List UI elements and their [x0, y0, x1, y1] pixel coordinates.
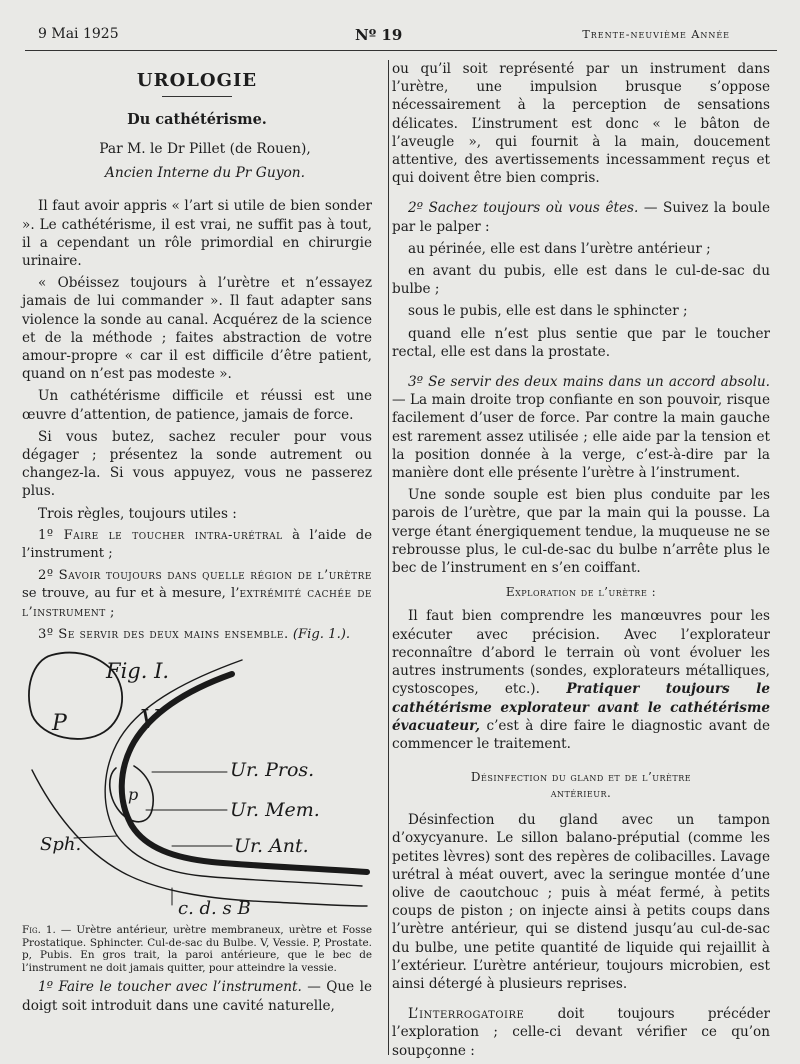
rule-1-title: 1º Faire le toucher intra-urétral — [38, 527, 283, 543]
fig-label-v: V — [140, 705, 159, 736]
rule-1-text: à l’aide de l’instrument ; — [22, 527, 372, 562]
paragraph: Un cathétérisme difficile et réussi est une œuvre d’attention, de patience, jamais de force. — [22, 388, 372, 423]
subheading-exploration: Exploration de l’urètre : — [505, 585, 657, 600]
paragraph — [392, 373, 770, 482]
paragraph-lead: 1º Faire le toucher avec l’instrument. — [38, 979, 302, 996]
rule-2-title: 2º Savoir toujours dans quelle région de l’urètre — [38, 568, 372, 584]
paragraph: Il faut avoir appris « l’art si utile de bien sonder ». Le cathétérisme, il est vrai, ne suffit pas à tout, il a cependant un rôle primordial en chirurgie urinaire. — [22, 198, 372, 270]
paragraph-text: — La main droite trop confiante en son pouvoir, risque facilement d’user de force. Par contre la main gauche est rarement assez utilisée ; elle aide par la tension et la position donnée à la verge, c’est-à-dire par la manière dont elle présente l’urètre à l’instrument. — [392, 392, 770, 482]
paragraph-text: — Que le doigt soit introduit dans une cavité naturelle, — [22, 979, 372, 1014]
urethra-diagram — [22, 650, 372, 920]
paragraph-lead: 3º Se servir des deux mains dans un accord absolu. — [408, 374, 770, 391]
column-divider — [388, 60, 389, 1055]
paragraph-text: Il faut bien comprendre les manœuvres pour les exécuter avec précision. Avec l’explorateur reconnaître d’abord le terrain où vont évoluer les autres instruments (sondes, explorateurs métalliques, cystoscopes, etc.). — [392, 608, 770, 698]
rule-3-figref: (Fig. 1.). — [288, 626, 351, 642]
right-column — [392, 60, 770, 1064]
list-item: sous le pubis, elle est dans le sphincter ; — [408, 303, 688, 320]
page-header — [0, 0, 800, 50]
header-rule — [25, 50, 777, 51]
paragraph — [392, 199, 770, 235]
paragraph — [392, 1005, 770, 1060]
article-byline: Par M. le Dr Pillet (de Rouen), — [99, 141, 311, 158]
subheading-desinfection — [392, 769, 770, 801]
rule-1 — [22, 527, 372, 563]
paragraph: Désinfection du gland avec un tampon d’oxycyanure. Le sillon balano-préputial (comme les petites lèvres) sont des repères de colibacilles. Lavage urétral à méat ouvert, avec la seringue montée d’une olive de caoutchouc ; puis à méat fermé, à petits coups de piston ; on injecte ainsi à petits coups dans l’urètre antérieur, qui se distend jusqu’au cul-de-sac du bulbe, une petite quantité de liquide qui rejaillit à l’extérieur. L’urètre antérieur, toujours microbien, est ainsi détergé à plusieurs reprises. — [392, 812, 770, 992]
article-byline-affiliation: Ancien Interne du Pr Guyon. — [104, 165, 306, 182]
section-title: UROLOGIE — [136, 70, 258, 91]
header-issue-number: Nº 19 — [355, 26, 403, 44]
caption-text: — Urètre antérieur, urètre membraneux, urètre et Fosse Prostatique. Sphincter. Cul-de-sac du Bulbe. V, Vessie. P, Prostate. p, Pubis. En gros trait, la paroi antérieure, que le bec de l’instrument ne doit jamais quitter, pour atteindre la vessie. — [22, 924, 372, 974]
fig-label-sph: Sph. — [40, 834, 82, 856]
header-year: Trente-neuvième Année — [582, 28, 730, 41]
rule-2-text: se trouve, au fur et à mesure, l’ — [22, 586, 240, 602]
rule-3 — [22, 626, 372, 644]
list-item: quand elle n’est plus sentie que par le toucher rectal, elle est dans la prostate. — [392, 325, 770, 360]
paragraph: « Obéissez toujours à l’urètre et n’essayez jamais de lui commander ». Il faut adapter sans violence la sonde au canal. Acquérez de la science et de la méthode ; faites abstraction de votre amour-propre « car il est difficile d’être patient, quand on n’est pas modeste ». — [22, 275, 372, 383]
fig-label: Fig. I. — [106, 659, 170, 684]
list-item: au périnée, elle est dans l’urètre antérieur ; — [408, 240, 711, 257]
fig-label-ur-ant: Ur. Ant. — [234, 835, 309, 858]
left-column — [22, 72, 372, 1019]
paragraph-text: doit toujours précéder l’exploration ; celle-ci devant vérifier ce qu’on soupçonne : — [392, 1006, 770, 1059]
fig-label-ur-pros: Ur. Pros. — [230, 759, 315, 782]
fig-label-pubis: p — [128, 785, 139, 805]
rule-3-title: 3º Se servir des deux mains ensemble. — [38, 626, 289, 642]
fig-label-p: P — [52, 711, 67, 737]
rule-2-end: ; — [105, 604, 115, 620]
fig-label-ur-mem: Ur. Mem. — [230, 799, 320, 822]
paragraph-text-end: c’est à dire faire le diagnostic avant de commencer le traitement. — [392, 717, 770, 752]
caption-label: Fig. 1. — [22, 924, 56, 937]
subheading-line-2: antérieur. — [550, 786, 612, 801]
rule-2 — [22, 567, 372, 622]
figure-1 — [22, 650, 372, 920]
subheading-line-1: Désinfection du gland et de l’urètre — [470, 770, 692, 785]
paragraph-lead: L’interrogatoire — [408, 1006, 525, 1023]
paragraph: ou qu’il soit représenté par un instrument dans l’urètre, une impulsion brusque s’oppose nécessairement à la perception de sensations délicates. L’instrument est donc « le bâton de l’aveugle », qui fournit à la main, doucement attentive, des avertissements incessamment reçus et qui doivent être bien compris. — [392, 61, 770, 187]
rule-2-title-b: extrémité cachée de l’instrument — [22, 586, 372, 620]
fig-label-cdsb: c. d. s B — [178, 898, 251, 920]
paragraph: Une sonde souple est bien plus conduite par les parois de l’urètre, que par la main qui la pousse. La verge étant énergiquement tendue, la muqueuse ne se rebrousse plus, le cul-de-sac du bulbe n’arrête plus le bec de l’instrument en s’en coiffant. — [392, 487, 770, 577]
paragraph — [392, 607, 770, 753]
title-rule — [162, 96, 232, 97]
header-date: 9 Mai 1925 — [38, 26, 119, 42]
paragraph: Trois règles, toujours utiles : — [38, 505, 237, 522]
list-item: en avant du pubis, elle est dans le cul-de-sac du bulbe ; — [392, 263, 770, 298]
article-title: Du cathétérisme. — [127, 111, 267, 129]
paragraph — [22, 978, 372, 1014]
figure-caption — [22, 924, 372, 974]
paragraph-emphasis: Pratiquer toujours le cathétérisme explorateur avant le cathétérisme évacuateur, — [392, 681, 770, 734]
paragraph-text: — Suivez la boule par le palper : — [392, 200, 770, 235]
paragraph-lead: 2º Sachez toujours où vous êtes. — [408, 200, 639, 217]
paragraph: Si vous butez, sachez reculer pour vous dégager ; présentez la sonde autrement ou changez-la. Si vous appuyez, vous ne passerez plus. — [22, 428, 372, 500]
